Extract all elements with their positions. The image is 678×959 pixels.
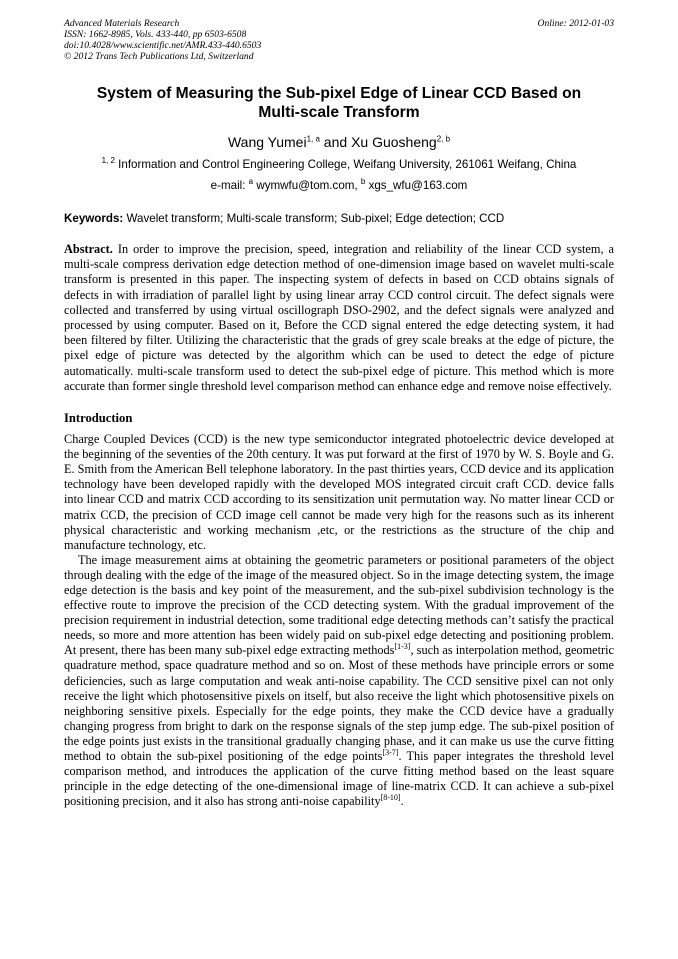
author-line: [64, 134, 614, 151]
journal-header: [64, 18, 614, 62]
email-sup-a: a: [248, 177, 254, 187]
author-1: Wang Yumei: [227, 134, 307, 150]
citation-2: [3-7]: [382, 747, 399, 757]
introduction-heading: Introduction: [64, 411, 133, 426]
email-label: e-mail:: [210, 179, 249, 192]
online-date: Online: 2012-01-03: [537, 18, 614, 29]
intro-p2-part-b: , such as interpolation method, geometric quadrature method, space quadrature method and so on. Most of these methods have principle errors or some deficiencies, such as large computation and weak anti-noise capability. The CCD sensitive pixel can not only receive the light which photosensitive pixels on itself, but also receive the light which photosensitive pixels on neighboring sensitive pixels. Especially for the edge points, they make the CCD device have a gradually changing progress from bright to dark on the response signals of the step jump edge. The sub-pixel position of the edge points just exists in the transitional gradually changing phase, and it can make us use the curve fitting method to obtain the sub-pixel positioning of the edge points: [64, 643, 614, 763]
abstract: [64, 242, 614, 394]
intro-p2-part-a: The image measurement aims at obtaining the geometric parameters or positional parameters of the object through dealing with the edge of the image of the measured object. So in the image detecting system, the image edge detection is the basis and key point of the measurement, and the sub-pixel subdivision technology is the effective route to improve the precision of the CCD detecting system. With the gradual improvement of the precision requirement in industrial detection, some traditional edge detecting methods can’t satisfy the practical needs, so more and more attention has been widely paid on sub-pixel edge detecting and positioning problem. At present, there has been many sub-pixel edge extracting methods: [64, 552, 614, 658]
intro-paragraph-1: Charge Coupled Devices (CCD) is the new type semiconductor integrated photoelectric device developed at the beginning of the seventies of the 20th century. It was put forward at the first of 1970 by W. S. Boyle and G. E. Smith from the American Bell telephone laboratory. In the past thirties years, CCD device and its application technology have been developed rapidly with the developed MOS integrated circuit craft CCD. device falls into linear CCD and matrix CCD according to its sensitization unit permutation way. No matter linear CCD or matrix CCD, the precision of CCD image cell cannot be made very high for the reasons such as its inherent physical characteristic and working mechanism ,etc, or the restrictions as the structure of the chip and manufacture technology, etc.: [64, 432, 614, 552]
keywords-label: Keywords:: [64, 212, 124, 225]
journal-name: Advanced Materials Research: [64, 18, 180, 29]
affiliation-sup: 1, 2: [101, 156, 115, 166]
keywords-text: Wavelet transform; Multi-scale transform; Sub-pixel; Edge detection; CCD: [123, 212, 505, 225]
doi-line: doi:10.4028/www.scientific.net/AMR.433-440.6503: [64, 40, 262, 51]
author-2-sup: 2, b: [436, 134, 451, 144]
intro-paragraph-2: [64, 553, 614, 810]
author-1-sup: 1, a: [306, 134, 320, 144]
intro-p2-part-c: . This paper integrates the threshold level comparison method, and introduces the application of the curve fitting method based on the least square principle in the edge detecting of the one-dimensional image of line-matrix CCD. It can achieve a sub-pixel positioning precision, and it also has strong anti-noise capability: [64, 749, 614, 809]
email-sup-b: b: [360, 177, 366, 187]
author-and: and: [319, 134, 352, 150]
author-2: Xu Guosheng: [351, 134, 437, 150]
paper-title: System of Measuring the Sub-pixel Edge of Linear CCD Based on Multi-scale Transform: [96, 85, 582, 121]
affiliation: [64, 157, 614, 172]
abstract-text: In order to improve the precision, speed, integration and reliability of the linear CCD system, a multi-scale compress derivation edge detection method of one-dimension image based on wavelet multi-scale transform is presented in this paper. The inspecting system of defects in based on CCD obtains signals of defects in with irradiation of parallel light by using linear array CCD control circuit. The defect signals were collected and transferred by using virtual oscillograph DSO-2902, and the defect signals were analyzed and processed by using computer. Based on it, Before the CCD signal entered the edge detecting system, it had been filtered by filter. Utilizing the characteristic that the grads of grey scale breaks at the edge of picture, the pixel edge of picture was detected by the algorithm which can be used to detect the edge of picture automatically. multi-scale transform used to detect the sub-pixel edge of picture. This method which is more accurate than former single threshold level comparison method can enhance edge and remove noise effectively.: [64, 242, 614, 393]
email-line: [64, 178, 614, 193]
abstract-label: Abstract.: [64, 242, 113, 256]
email-b: xgs_wfu@163.com: [365, 179, 468, 192]
citation-3: [8-10]: [380, 793, 401, 803]
issn-line: ISSN: 1662-8985, Vols. 433-440, pp 6503-6508: [64, 29, 247, 40]
affiliation-text: Information and Control Engineering College, Weifang University, 261061 Weifang, China: [114, 158, 577, 171]
email-a: wymwfu@tom.com,: [253, 179, 361, 192]
copyright-line: © 2012 Trans Tech Publications Ltd, Switzerland: [64, 51, 254, 62]
citation-1: [1-3]: [394, 642, 411, 652]
intro-p2-part-d: .: [400, 794, 404, 809]
keywords: [64, 211, 614, 226]
